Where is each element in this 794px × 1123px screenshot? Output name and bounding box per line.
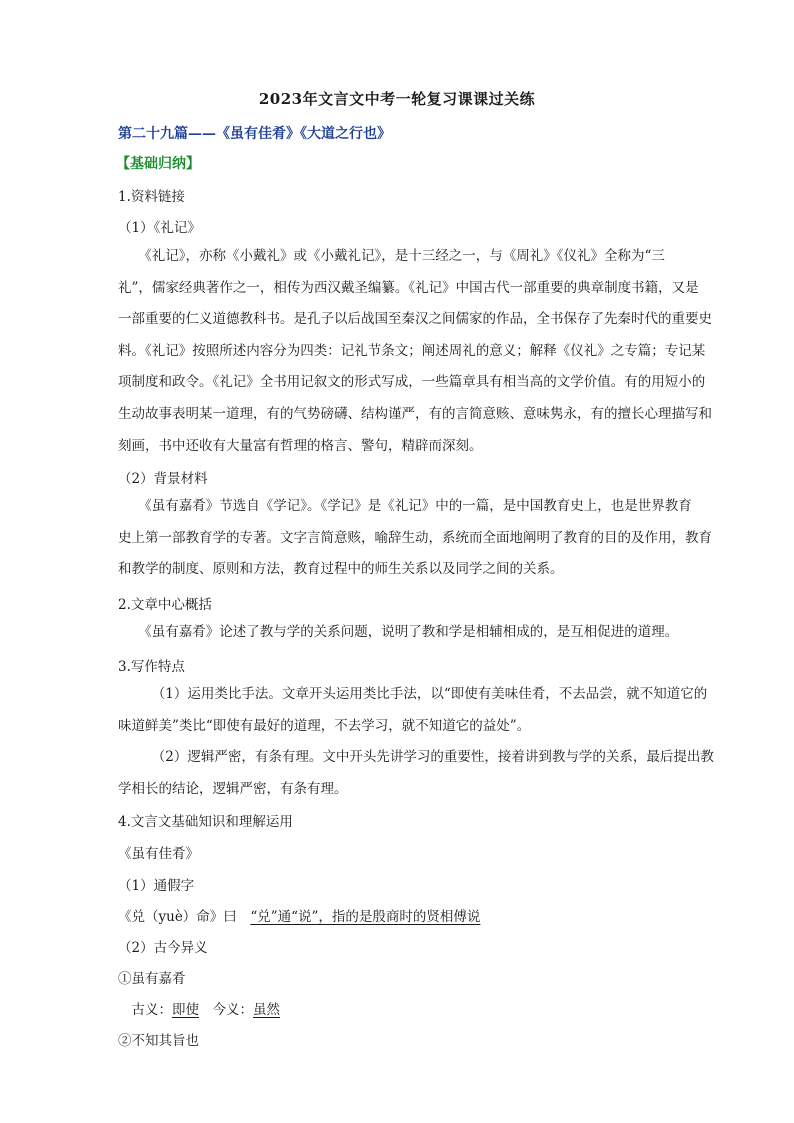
gujin-subheading: （2）古今异义 <box>118 940 208 956</box>
ancient-meaning-label: 古义： <box>118 1002 172 1018</box>
tongjia-source: 《兑（yuè）命》曰 <box>118 909 251 925</box>
gujin-item-1: ①虽有嘉肴 <box>118 971 186 987</box>
gujin-meaning-row <box>118 998 280 1018</box>
paragraph-line: 一部重要的仁义道德教科书。是孔子以后战国至秦汉之间儒家的作品，全书保存了先秦时代的重要史 <box>118 311 712 328</box>
liji-subheading: （1）《礼记》 <box>118 220 201 236</box>
paragraph-line: 和教学的制度、原则和方法，教育过程中的师生关系以及同学之间的关系。 <box>118 561 564 578</box>
paragraph-line: 《礼记》，亦称《小戴礼》或《小戴礼记》，是十三经之一，与《周礼》《仪礼》全称为“三 <box>118 248 665 264</box>
document-title: 2023年文言文中考一轮复习课课过关练 <box>258 90 536 108</box>
summary-paragraph <box>118 617 702 649</box>
paragraph-line: 味道鲜美”类比“即使有最好的道理，不去学习，就不知道它的益处”。 <box>118 717 531 734</box>
paragraph-line: （1）运用类比手法。文章开头运用类比手法，以“即使有美味佳肴，不去品尝，就不知道它的 <box>118 686 708 702</box>
paragraph-line: 学相长的结论，逻辑严密，有条有理。 <box>118 780 348 797</box>
work-title: 《虽有佳肴》 <box>118 846 199 862</box>
feature-2-paragraph <box>118 742 714 805</box>
paragraph-line: 生动故事表明某一道理，有的气势磅礴、结构谨严，有的言简意赅、意味隽永，有的擅长心理描写和 <box>118 405 712 422</box>
paragraph-line: 项制度和政令。《礼记》全书用记叙文的形式写成，一些篇章具有相当高的文学价值。有的用短小的 <box>118 374 706 391</box>
paragraph-line: 《虽有嘉肴》论述了教与学的关系问题，说明了教和学是相辅相成的，是互相促进的道理。 <box>118 624 679 640</box>
gujin-item-2: ②不知其旨也 <box>118 1033 199 1049</box>
paragraph-line: 《虽有嘉肴》节选自《学记》。《学记》是《礼记》中的一篇，是中国教育史上，也是世界教育 <box>118 498 692 514</box>
section-4-heading: 4.文言文基础知识和理解运用 <box>118 814 293 830</box>
modern-meaning-label: 今义： <box>199 1002 253 1018</box>
tongjia-row <box>118 905 480 925</box>
paragraph-line: 料。《礼记》按照所述内容分为四类：记礼节条文；阐述周礼的意义；解释《仪礼》之专篇；专记某 <box>118 342 706 359</box>
modern-meaning-value: 虽然 <box>253 1002 280 1018</box>
section-1-heading: 1.资料链接 <box>118 189 185 205</box>
section-3-heading: 3.写作特点 <box>118 659 185 675</box>
paragraph-line: 史上第一部教育学的专著。文字言简意赅，喻辞生动，系统而全面地阐明了教育的目的及作用，教育 <box>118 529 712 546</box>
section-label: 【基础归纳】 <box>116 156 200 172</box>
section-2-heading: 2.文章中心概括 <box>118 597 212 613</box>
background-subheading: （2）背景材料 <box>118 471 208 487</box>
liji-paragraph <box>118 241 712 462</box>
feature-1-paragraph <box>118 679 708 742</box>
paragraph-line: 刻画，书中还收有大量富有哲理的格言、警句，精辟而深刻。 <box>118 437 483 454</box>
background-paragraph <box>118 491 712 586</box>
tongjia-subheading: （1）通假字 <box>118 878 195 894</box>
chapter-title: 第二十九篇——《虽有佳肴》《大道之行也》 <box>118 126 391 142</box>
ancient-meaning-value: 即使 <box>172 1002 199 1018</box>
paragraph-line: （2）逻辑严密，有条有理。文中开头先讲学习的重要性，接着讲到教与学的关系，最后提出教 <box>118 749 714 765</box>
tongjia-answer: “兑”通“说”，指的是殷商时的贤相傅说 <box>250 909 481 925</box>
paragraph-line: 礼”，儒家经典著作之一，相传为西汉戴圣编纂。《礼记》中国古代一部重要的典章制度书籍，又是 <box>118 279 699 296</box>
